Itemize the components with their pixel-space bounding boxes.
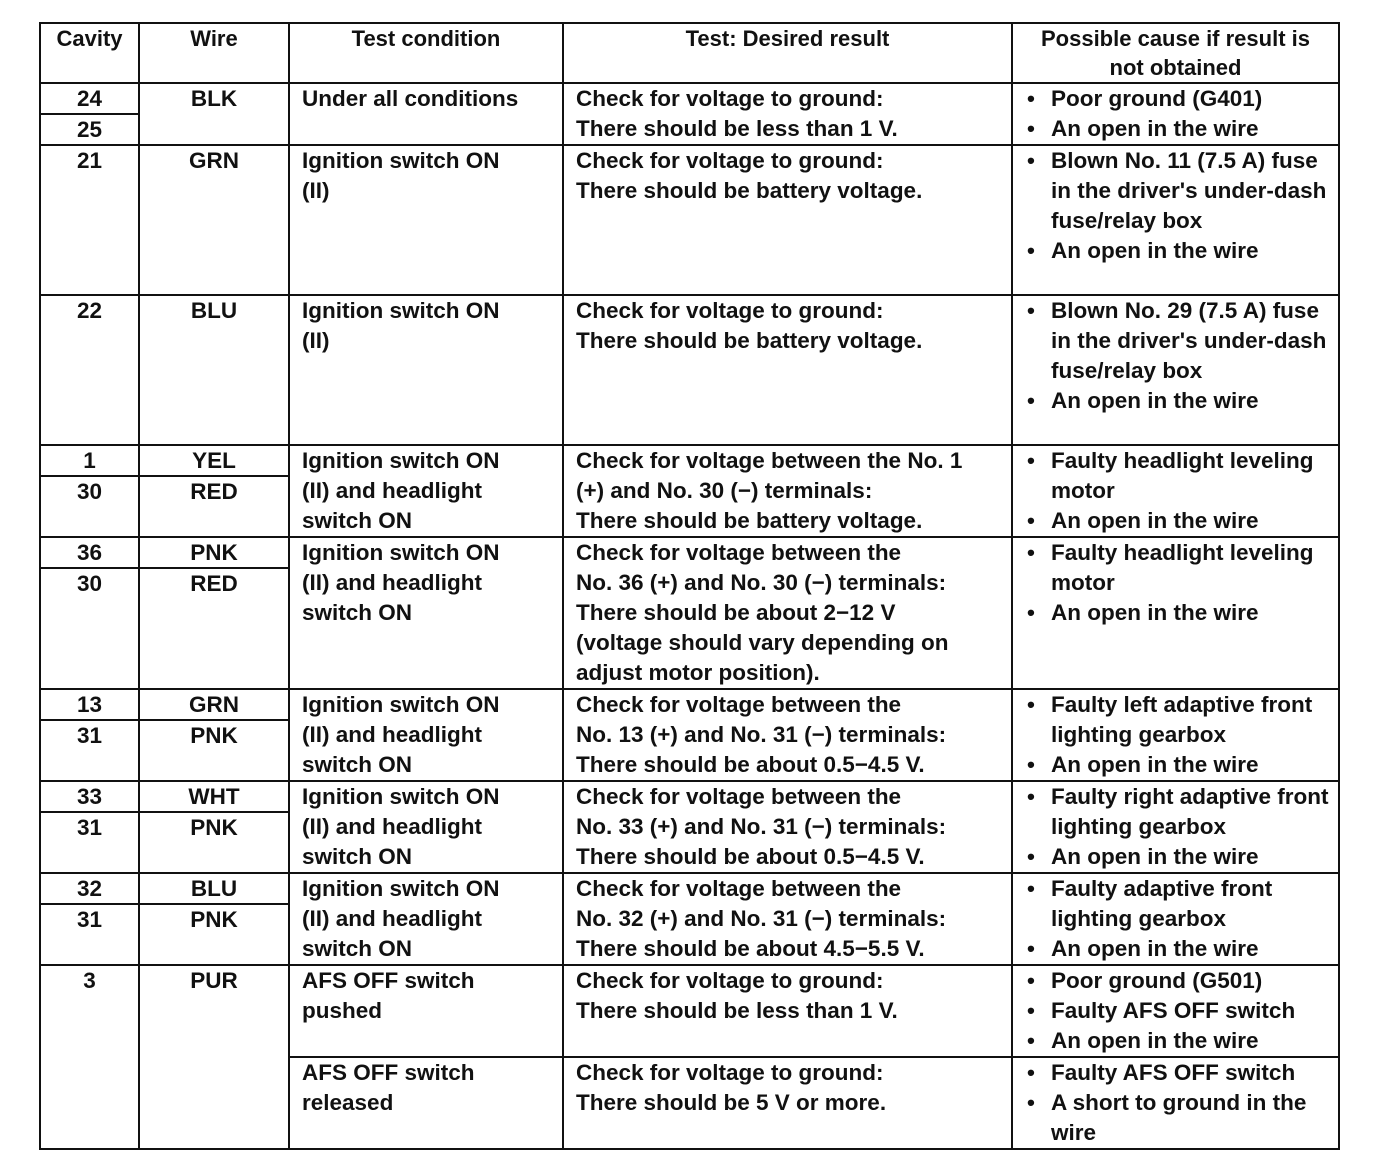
- cause-item: • A short to ground in the wire: [1025, 1088, 1338, 1148]
- cavity-number: 3: [83, 968, 96, 993]
- cavity-cell: [40, 145, 139, 295]
- condition-line: (II) and headlight: [302, 722, 482, 747]
- possible-cause-cell: [1012, 1057, 1339, 1149]
- possible-cause-cell: [1012, 689, 1339, 781]
- wire-color: RED: [190, 571, 238, 596]
- result-line: Check for voltage to ground:: [576, 968, 884, 993]
- result-line: There should be battery voltage.: [576, 328, 923, 353]
- result-line: There should be about 0.5−4.5 V.: [576, 844, 925, 869]
- cause-item: • Faulty left adaptive front lighting gearbox: [1025, 690, 1338, 750]
- cavity-number: 31: [76, 723, 103, 748]
- condition-line: pushed: [302, 998, 383, 1023]
- table-row: [40, 689, 1339, 781]
- result-line: Check for voltage between the: [576, 876, 902, 901]
- wire-color: RED: [190, 479, 238, 504]
- desired-result-cell: [563, 1057, 1012, 1149]
- result-line: There should be about 4.5−5.5 V.: [576, 936, 925, 961]
- condition-line: switch ON: [302, 844, 413, 869]
- result-line: There should be less than 1 V.: [576, 998, 898, 1023]
- desired-result-cell: [563, 689, 1012, 781]
- header-test-condition: Test condition: [289, 23, 563, 83]
- cause-item: • An open in the wire: [1025, 506, 1338, 536]
- result-line: Check for voltage between the: [576, 784, 902, 809]
- result-line: Check for voltage to ground:: [576, 86, 884, 111]
- result-line: There should be battery voltage.: [576, 178, 923, 203]
- desired-result-cell: [563, 873, 1012, 965]
- cause-list: [1025, 296, 1338, 416]
- result-line: Check for voltage between the: [576, 692, 902, 717]
- cavity-number: 33: [40, 782, 139, 813]
- cause-list: [1025, 690, 1338, 780]
- condition-line: Ignition switch ON: [302, 148, 500, 173]
- wire-cell: [139, 965, 289, 1149]
- wire-color: BLU: [139, 874, 289, 905]
- condition-line: (II): [302, 328, 330, 353]
- header-row: [40, 23, 1339, 83]
- result-line: There should be 5 V or more.: [576, 1090, 887, 1115]
- wire-cell: [139, 537, 289, 689]
- condition-line: Ignition switch ON: [302, 298, 500, 323]
- wire-color: PUR: [190, 968, 238, 993]
- table-row: [40, 145, 1339, 295]
- result-line: There should be battery voltage.: [576, 508, 923, 533]
- result-line: No. 33 (+) and No. 31 (−) terminals:: [576, 814, 947, 839]
- condition-line: Ignition switch ON: [302, 876, 500, 901]
- cavity-number: 1: [40, 446, 139, 477]
- connector-test-table: [39, 22, 1340, 1150]
- test-condition-cell: [289, 689, 563, 781]
- wire-cell: [139, 145, 289, 295]
- cavity-number: 25: [76, 117, 103, 142]
- cavity-cell: [40, 873, 139, 965]
- condition-line: (II) and headlight: [302, 906, 482, 931]
- possible-cause-cell: [1012, 145, 1339, 295]
- table-row: [40, 873, 1339, 965]
- desired-result-cell: [563, 145, 1012, 295]
- cavity-number: 30: [76, 479, 103, 504]
- test-condition-cell: [289, 781, 563, 873]
- cause-item: • Faulty AFS OFF switch: [1025, 996, 1338, 1026]
- test-condition-cell: [289, 1057, 563, 1149]
- desired-result-cell: [563, 295, 1012, 445]
- possible-cause-cell: [1012, 537, 1339, 689]
- table-row: [40, 295, 1339, 445]
- result-line: No. 13 (+) and No. 31 (−) terminals:: [576, 722, 947, 747]
- table-row: [40, 83, 1339, 145]
- desired-result-cell: [563, 781, 1012, 873]
- result-line: There should be about 0.5−4.5 V.: [576, 752, 925, 777]
- test-table-container: [39, 22, 1338, 1145]
- condition-line: (II) and headlight: [302, 814, 482, 839]
- condition-line: Ignition switch ON: [302, 540, 500, 565]
- cause-item: • An open in the wire: [1025, 1026, 1338, 1056]
- result-line: Check for voltage to ground:: [576, 298, 884, 323]
- cause-item: • Faulty AFS OFF switch: [1025, 1058, 1338, 1088]
- header-wire: Wire: [139, 23, 289, 83]
- test-condition-cell: [289, 965, 563, 1057]
- wire-color: GRN: [189, 148, 239, 173]
- result-line: Check for voltage to ground:: [576, 1060, 884, 1085]
- condition-line: (II) and headlight: [302, 570, 482, 595]
- possible-cause-cell: [1012, 781, 1339, 873]
- condition-line: AFS OFF switch: [302, 968, 475, 993]
- condition-line: Ignition switch ON: [302, 448, 500, 473]
- possible-cause-cell: [1012, 965, 1339, 1057]
- condition-line: switch ON: [302, 752, 413, 777]
- desired-result-cell: [563, 83, 1012, 145]
- cause-item: • An open in the wire: [1025, 934, 1338, 964]
- cause-list: [1025, 874, 1338, 964]
- table-row: [40, 965, 1339, 1057]
- cavity-cell: [40, 83, 139, 145]
- desired-result-cell: [563, 445, 1012, 537]
- cavity-number: 30: [76, 571, 103, 596]
- condition-line: switch ON: [302, 936, 413, 961]
- desired-result-cell: [563, 965, 1012, 1057]
- test-condition-cell: [289, 445, 563, 537]
- cause-list: [1025, 446, 1338, 536]
- condition-line: Ignition switch ON: [302, 692, 500, 717]
- result-line: There should be less than 1 V.: [576, 116, 898, 141]
- result-line: (voltage should vary depending on: [576, 630, 949, 655]
- test-condition-cell: [289, 873, 563, 965]
- wire-color: PNK: [139, 538, 289, 569]
- test-condition-cell: [289, 537, 563, 689]
- table-row: [40, 445, 1339, 537]
- test-condition-cell: [289, 83, 563, 145]
- possible-cause-cell: [1012, 873, 1339, 965]
- possible-cause-cell: [1012, 445, 1339, 537]
- cause-item: • Poor ground (G401): [1025, 84, 1338, 114]
- table-row: [40, 781, 1339, 873]
- test-condition-cell: [289, 145, 563, 295]
- result-line: Check for voltage between the: [576, 540, 902, 565]
- wire-cell: [139, 445, 289, 537]
- cavity-number: 22: [76, 298, 103, 323]
- condition-line: switch ON: [302, 600, 413, 625]
- test-condition-cell: [289, 295, 563, 445]
- table-row: [40, 537, 1339, 689]
- condition-line: Under all conditions: [302, 86, 519, 111]
- cause-item: • Blown No. 29 (7.5 A) fuse in the driver's under-dash fuse/relay box: [1025, 296, 1338, 386]
- cavity-number: 32: [40, 874, 139, 905]
- wire-color: YEL: [139, 446, 289, 477]
- condition-line: Ignition switch ON: [302, 784, 500, 809]
- cause-list: [1025, 84, 1338, 144]
- cause-item: • Faulty adaptive front lighting gearbox: [1025, 874, 1338, 934]
- wire-color: PNK: [190, 907, 238, 932]
- cause-item: • An open in the wire: [1025, 236, 1338, 266]
- cause-list: [1025, 782, 1338, 872]
- wire-cell: [139, 295, 289, 445]
- result-line: No. 36 (+) and No. 30 (−) terminals:: [576, 570, 947, 595]
- header-cavity: Cavity: [40, 23, 139, 83]
- cause-item: • An open in the wire: [1025, 750, 1338, 780]
- cavity-cell: [40, 689, 139, 781]
- cavity-number: 36: [40, 538, 139, 569]
- condition-line: released: [302, 1090, 394, 1115]
- wire-cell: [139, 781, 289, 873]
- wire-cell: [139, 83, 289, 145]
- wire-cell: [139, 689, 289, 781]
- wire-color: WHT: [139, 782, 289, 813]
- result-line: No. 32 (+) and No. 31 (−) terminals:: [576, 906, 947, 931]
- cause-item: • Faulty right adaptive front lighting gearbox: [1025, 782, 1338, 842]
- cause-list: [1025, 966, 1338, 1056]
- cause-list: [1025, 146, 1338, 266]
- condition-line: (II) and headlight: [302, 478, 482, 503]
- cause-list: [1025, 1058, 1338, 1148]
- cavity-number: 24: [40, 84, 139, 115]
- desired-result-cell: [563, 537, 1012, 689]
- cause-item: • Faulty headlight leveling motor: [1025, 446, 1338, 506]
- condition-line: (II): [302, 178, 330, 203]
- cause-item: • An open in the wire: [1025, 598, 1338, 628]
- header-possible-cause: Possible cause if result is not obtained: [1012, 23, 1339, 83]
- cause-list: [1025, 538, 1338, 628]
- result-line: Check for voltage between the No. 1: [576, 448, 963, 473]
- cavity-number: 21: [76, 148, 103, 173]
- cause-item: • Poor ground (G501): [1025, 966, 1338, 996]
- result-line: (+) and No. 30 (−) terminals:: [576, 478, 873, 503]
- cavity-number: 13: [40, 690, 139, 721]
- wire-cell: [139, 873, 289, 965]
- cause-item: • An open in the wire: [1025, 386, 1338, 416]
- condition-line: switch ON: [302, 508, 413, 533]
- cavity-number: 31: [76, 907, 103, 932]
- wire-color: PNK: [190, 815, 238, 840]
- wire-color: BLU: [190, 298, 238, 323]
- result-line: There should be about 2−12 V: [576, 600, 896, 625]
- wire-color: BLK: [190, 86, 238, 111]
- cause-item: • Faulty headlight leveling motor: [1025, 538, 1338, 598]
- result-line: adjust motor position).: [576, 660, 820, 685]
- cause-item: • An open in the wire: [1025, 114, 1338, 144]
- wire-color: GRN: [139, 690, 289, 721]
- cavity-cell: [40, 781, 139, 873]
- header-desired-result: Test: Desired result: [563, 23, 1012, 83]
- possible-cause-cell: [1012, 295, 1339, 445]
- result-line: Check for voltage to ground:: [576, 148, 884, 173]
- cavity-cell: [40, 537, 139, 689]
- wire-color: PNK: [190, 723, 238, 748]
- cavity-number: 31: [76, 815, 103, 840]
- cavity-cell: [40, 295, 139, 445]
- condition-line: AFS OFF switch: [302, 1060, 475, 1085]
- possible-cause-cell: [1012, 83, 1339, 145]
- cause-item: • An open in the wire: [1025, 842, 1338, 872]
- cause-item: • Blown No. 11 (7.5 A) fuse in the driver's under-dash fuse/relay box: [1025, 146, 1338, 236]
- cavity-cell: [40, 965, 139, 1149]
- cavity-cell: [40, 445, 139, 537]
